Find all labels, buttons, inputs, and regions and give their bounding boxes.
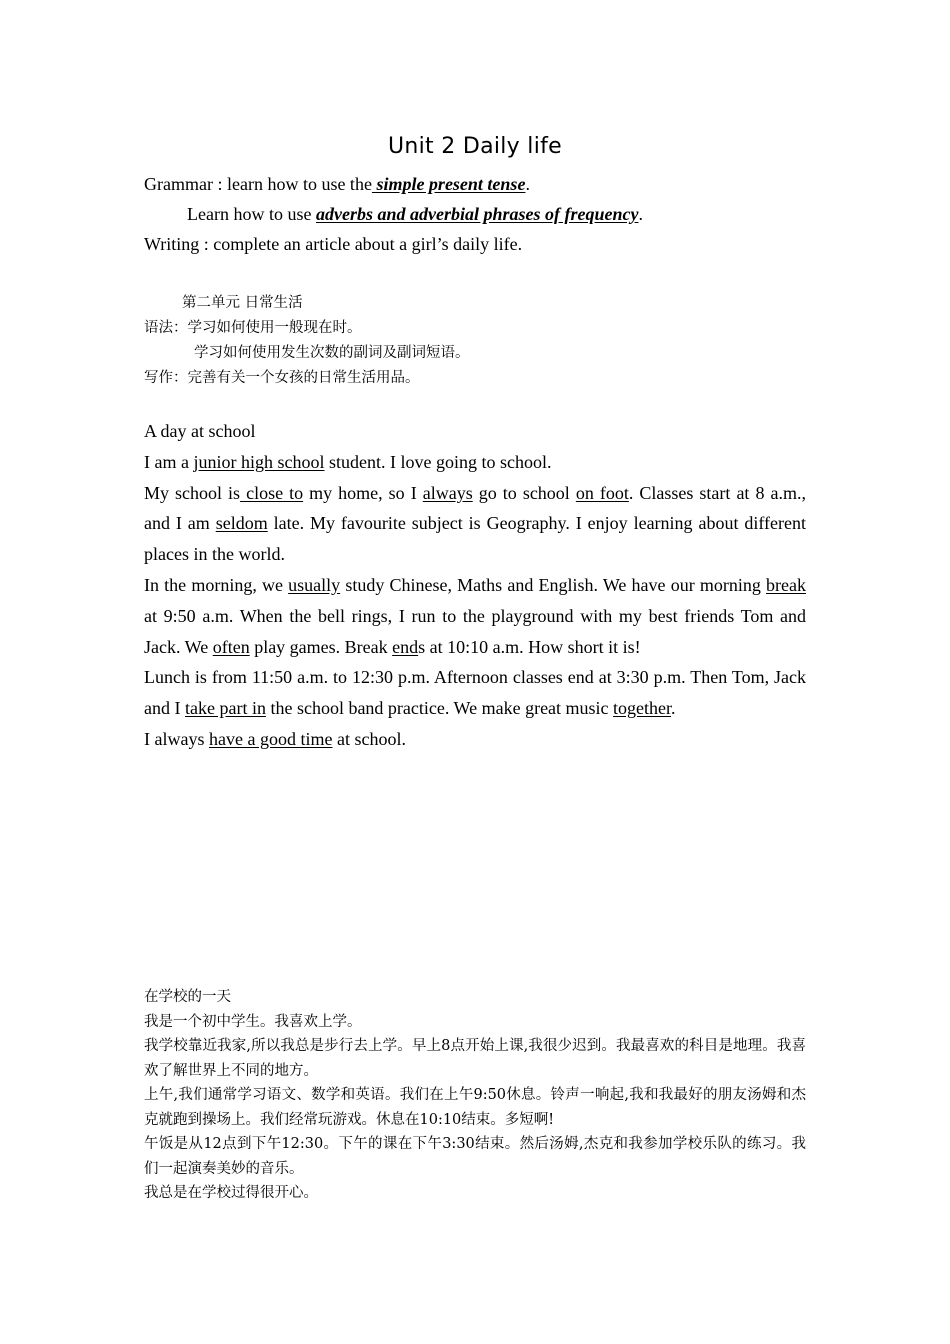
cn-grammar-1: 语法：学习如何使用一般现在时。 <box>144 320 362 336</box>
article-paragraph-1: I am a junior high school student. I love going to school. <box>144 451 552 472</box>
english-article <box>144 416 806 755</box>
cn-article-paragraph-1: 我是一个初中学生。我喜欢上学。 <box>144 1013 362 1030</box>
article-paragraph-4: Lunch is from 11:50 a.m. to 12:30 p.m. Afternoon classes end at 3:30 p.m. Then Tom, Jack and I take part in the school band practice. We make great music together. <box>144 667 806 719</box>
grammar-line <box>144 174 530 195</box>
writing-line: Writing : complete an article about a girl’s daily life. <box>144 234 523 254</box>
cn-article-title: 在学校的一天 <box>144 989 231 1005</box>
page-title: Unit 2 Daily life <box>387 134 563 159</box>
article-paragraph-5: I always have a good time at school. <box>144 728 406 749</box>
grammar2-term: adverbs and adverbial phrases of frequency <box>315 204 639 224</box>
grammar2-end: . <box>638 204 643 224</box>
cn-article-paragraph-5: 我总是在学校过得很开心。 <box>144 1185 318 1201</box>
cn-article-paragraph-3: 上午,我们通常学习语文、数学和英语。我们在上午9:50休息。铃声一响起,我和我最好的朋友汤姆和杰克就跑到操场上。我们经常玩游戏。休息在10:10结束。多短啊! <box>144 1087 806 1128</box>
cn-writing: 写作：完善有关一个女孩的日常生活用品。 <box>144 370 420 386</box>
grammar-line-2 <box>187 204 643 225</box>
cn-article-paragraph-4: 午饭是从12点到下午12:30。下午的课在下午3:30结束。然后汤姆,杰克和我参加学校乐队的练习。我们一起演奏美妙的音乐。 <box>144 1136 806 1177</box>
cn-article-paragraph-2: 我学校靠近我家,所以我总是步行去上学。早上8点开始上课,我很少迟到。我最喜欢的科目是地理。我喜欢了解世界上不同的地方。 <box>144 1038 806 1079</box>
article-title: A day at school <box>144 421 256 441</box>
article-paragraph-2: My school is close to my home, so I always go to school on foot. Classes start at 8 a.m., and I am seldom late. My favourite subject is Geography. I enjoy learning about different places in the world. <box>144 482 806 565</box>
grammar-term: simple present tense <box>371 174 526 194</box>
chinese-article <box>144 985 806 1206</box>
grammar2-label: Learn how to use <box>187 204 316 224</box>
cn-grammar-2: 学习如何使用发生次数的副词及副词短语。 <box>194 345 470 361</box>
grammar-end: . <box>525 174 530 194</box>
cn-unit-title: 第二单元 日常生活 <box>182 295 303 311</box>
grammar-label: Grammar : learn how to use the <box>144 174 372 194</box>
article-paragraph-3: In the morning, we usually study Chinese, Maths and English. We have our morning break at 9:50 a.m. When the bell rings, I run to the playground with my best friends Tom and Jack. We often play games. Break ends at 10:10 a.m. How short it is! <box>144 574 807 657</box>
